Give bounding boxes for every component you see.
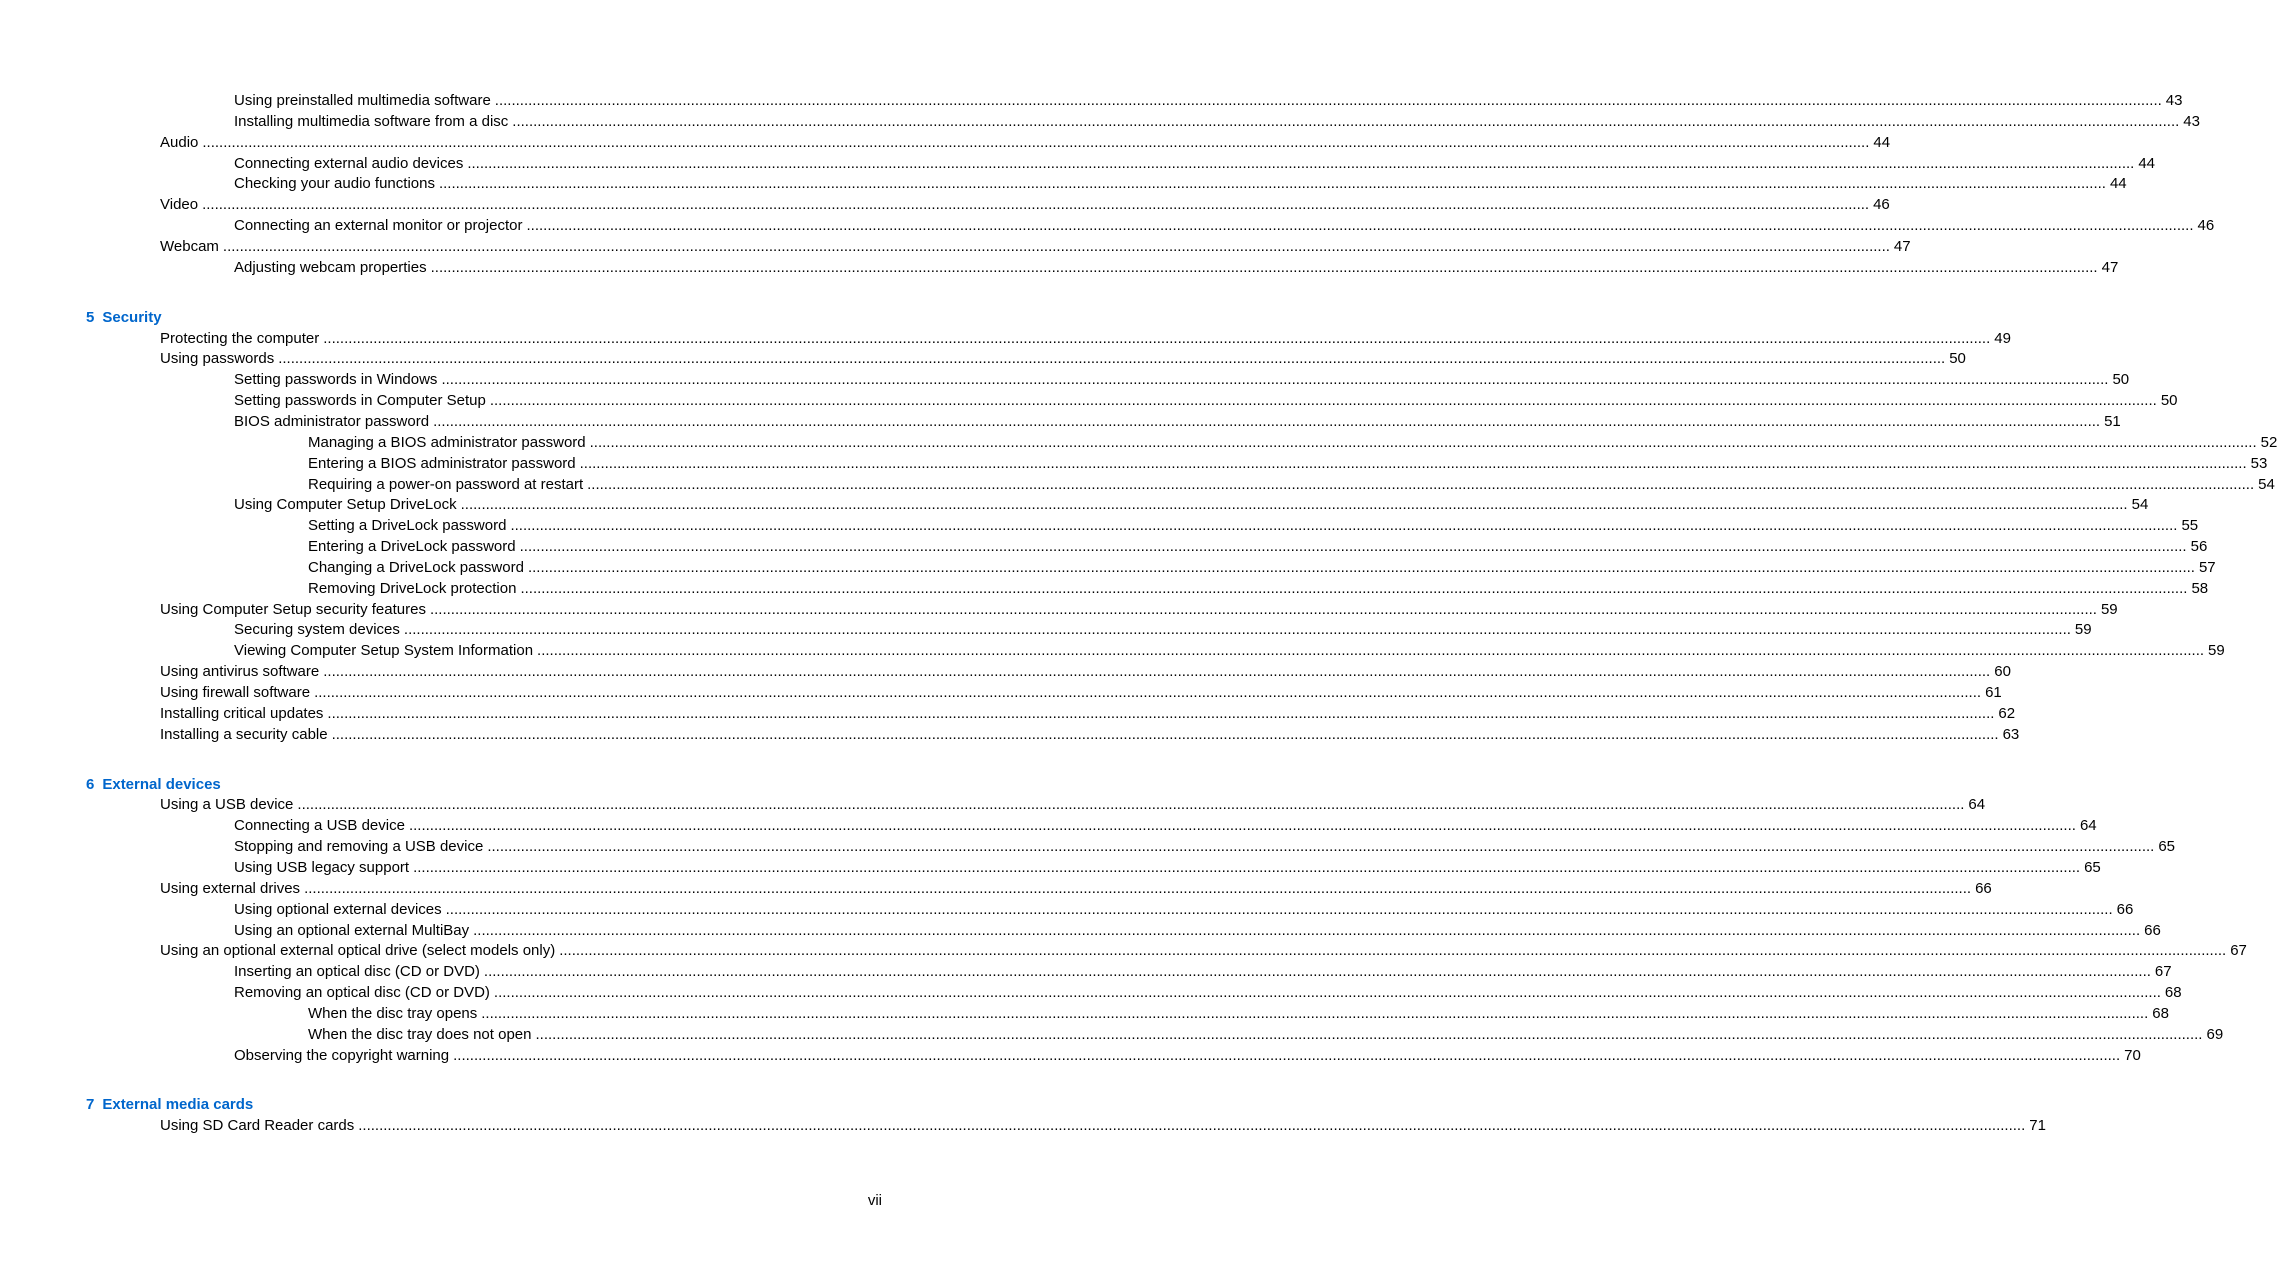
toc-entry[interactable]	[234, 639, 2225, 660]
toc-entry[interactable]	[308, 1002, 2169, 1023]
dot-leader: ................................................................................................................................................................................................................................................................................................................................................................................................................	[537, 642, 2205, 660]
dot-leader: ................................................................................................................................................................................................................................................................................................................................................................................................................	[430, 258, 2098, 276]
toc-entry-page: 57	[2198, 558, 2216, 576]
toc-entry-title: Managing a BIOS administrator password	[308, 433, 586, 451]
toc-entry-title: Setting passwords in Computer Setup	[234, 392, 486, 410]
toc-entry-title: Protecting the computer	[160, 329, 320, 347]
toc-entry-page: 54	[2131, 496, 2149, 514]
toc-entry-page: 54	[2258, 475, 2275, 493]
toc-entry-page: 56	[2190, 538, 2208, 555]
toc-entry[interactable]	[308, 556, 2216, 577]
toc-entry-page: 67	[2230, 942, 2247, 960]
dot-leader: ................................................................................................................................................................................................................................................................................................................................................................................................................	[323, 329, 1991, 347]
toc-entry-page: 46	[2197, 217, 2215, 235]
toc-entry[interactable]	[308, 514, 2199, 535]
dot-leader: ................................................................................................................................................................................................................................................................................................................................................................................................................	[441, 371, 2109, 389]
toc-entry-page: 69	[2206, 1025, 2224, 1043]
toc-entry-page: 43	[2183, 112, 2200, 130]
toc-entry-page: 58	[2191, 579, 2209, 597]
dot-leader: ................................................................................................................................................................................................................................................................................................................................................................................................................	[323, 663, 1991, 681]
toc-entry-page: 46	[1873, 196, 1890, 214]
dot-leader: ................................................................................................................................................................................................................................................................................................................................................................................................................	[460, 496, 2128, 514]
dot-leader: ................................................................................................................................................................................................................................................................................................................................................................................................................	[304, 879, 1972, 897]
toc-entry[interactable]	[160, 660, 2011, 681]
dot-leader: ................................................................................................................................................................................................................................................................................................................................................................................................................	[297, 796, 1965, 814]
toc-entry-page: 44	[1873, 133, 1891, 151]
toc-entry[interactable]	[160, 235, 1911, 256]
chapter-number: 6	[86, 775, 95, 793]
toc-entry-title: When the disc tray does not open	[308, 1025, 532, 1043]
toc-entry-page: 67	[2154, 963, 2172, 981]
toc-entry[interactable]	[234, 1044, 2141, 1065]
toc-entry-page: 63	[2002, 725, 2020, 743]
dot-leader: ................................................................................................................................................................................................................................................................................................................................................................................................................	[579, 454, 2247, 472]
toc-entry[interactable]	[234, 389, 2178, 410]
dot-leader: ................................................................................................................................................................................................................................................................................................................................................................................................................	[467, 154, 2135, 172]
toc-entry-title: Setting passwords in Windows	[234, 371, 438, 389]
toc-entry-page: 61	[1985, 684, 2002, 701]
toc-entry-title: Installing multimedia software from a disc	[234, 112, 509, 130]
dot-leader: ................................................................................................................................................................................................................................................................................................................................................................................................................	[473, 921, 2141, 939]
dot-leader: ................................................................................................................................................................................................................................................................................................................................................................................................................	[453, 1046, 2121, 1064]
toc-entry-page: 70	[2124, 1046, 2141, 1064]
toc-entry-title: Using a USB device	[160, 796, 294, 814]
chapter-title: Security	[102, 308, 162, 326]
dot-leader: ................................................................................................................................................................................................................................................................................................................................................................................................................	[519, 538, 2187, 555]
toc-entry[interactable]	[308, 431, 2277, 452]
toc-entry[interactable]	[160, 681, 2002, 702]
toc-entry-title: Using an optional external MultiBay	[234, 921, 470, 939]
toc-entry-title: Using SD Card Reader cards	[160, 1117, 355, 1135]
toc-entry-page: 66	[2116, 900, 2134, 918]
toc-entry-page: 50	[2160, 392, 2178, 410]
toc-entry-page: 44	[2138, 154, 2156, 172]
dot-leader: ................................................................................................................................................................................................................................................................................................................................................................................................................	[481, 1004, 2149, 1022]
toc-entry[interactable]	[308, 452, 2268, 473]
toc-entry-title: Using USB legacy support	[234, 858, 410, 876]
toc-entry-title: Stopping and removing a USB device	[234, 838, 484, 856]
toc-entry-title: Removing an optical disc (CD or DVD)	[234, 984, 490, 1001]
toc-entry-page: 59	[2100, 600, 2118, 618]
toc-entry[interactable]	[234, 172, 2127, 193]
dot-leader: ................................................................................................................................................................................................................................................................................................................................................................................................................	[403, 621, 2071, 639]
chapter-title: External media cards	[102, 1096, 254, 1114]
toc-entry-title: Using an optional external optical drive (select models only)	[160, 942, 556, 960]
toc-entry-title: Setting a DriveLock password	[308, 517, 507, 535]
toc-entry-page: 44	[2109, 175, 2127, 193]
toc-entry-page: 65	[2084, 858, 2101, 876]
toc-entry[interactable]	[308, 1023, 2224, 1044]
dot-leader: ................................................................................................................................................................................................................................................................................................................................................................................................................	[535, 1025, 2203, 1043]
toc-entry-title: Using Computer Setup DriveLock	[234, 496, 457, 514]
toc-entry[interactable]	[160, 723, 2020, 744]
toc-entry-title: Using passwords	[160, 350, 275, 368]
toc-entry-title: Checking your audio functions	[234, 175, 435, 193]
toc-entry-page: 53	[2250, 454, 2268, 472]
dot-leader: ................................................................................................................................................................................................................................................................................................................................................................................................................	[493, 984, 2161, 1001]
toc-entry[interactable]	[160, 1114, 2046, 1135]
toc-entry-title: Securing system devices	[234, 621, 400, 639]
toc-entry-title: Inserting an optical disc (CD or DVD)	[234, 963, 480, 981]
toc-entry-title: Changing a DriveLock password	[308, 558, 524, 576]
dot-leader: ................................................................................................................................................................................................................................................................................................................................................................................................................	[489, 392, 2157, 410]
toc-entry[interactable]	[160, 327, 2011, 348]
toc-entry-title: When the disc tray opens	[308, 1004, 478, 1022]
chapter-title: External devices	[102, 775, 221, 793]
toc-entry-title: Viewing Computer Setup System Information	[234, 642, 534, 660]
toc-entry-title: Requiring a power-on password at restart	[308, 475, 584, 493]
toc-entry-page: 60	[1994, 663, 2011, 681]
toc-entry-page: 49	[1994, 329, 2011, 347]
toc-entry[interactable]	[160, 131, 1891, 152]
toc-entry-page: 59	[2208, 642, 2225, 660]
dot-leader: ................................................................................................................................................................................................................................................................................................................................................................................................................	[520, 579, 2188, 597]
toc-entry-title: Using Computer Setup security features	[160, 600, 426, 618]
dot-leader: ................................................................................................................................................................................................................................................................................................................................................................................................................	[314, 684, 1982, 701]
toc-entry-title: Adjusting webcam properties	[234, 258, 427, 276]
toc-entry-title: BIOS administrator password	[234, 412, 430, 430]
dot-leader: ................................................................................................................................................................................................................................................................................................................................................................................................................	[483, 963, 2151, 981]
toc-entry-title: Using firewall software	[160, 684, 311, 701]
chapter-heading[interactable]	[86, 306, 162, 327]
page-number: vii	[867, 1192, 882, 1209]
toc-entry-page: 47	[2101, 258, 2119, 276]
toc-entry[interactable]	[234, 89, 2183, 110]
toc-entry[interactable]	[234, 152, 2156, 173]
dot-leader: ................................................................................................................................................................................................................................................................................................................................................................................................................	[438, 175, 2106, 193]
dot-leader: ................................................................................................................................................................................................................................................................................................................................................................................................................	[512, 112, 2180, 130]
toc-entry-title: Webcam	[160, 237, 219, 255]
dot-leader: ................................................................................................................................................................................................................................................................................................................................................................................................................	[494, 92, 2162, 109]
toc-entry-title: Using antivirus software	[160, 663, 320, 681]
dot-leader: ................................................................................................................................................................................................................................................................................................................................................................................................................	[487, 838, 2155, 856]
dot-leader: ................................................................................................................................................................................................................................................................................................................................................................................................................	[202, 133, 1870, 151]
toc-entry[interactable]	[234, 110, 2200, 131]
toc-entry[interactable]	[234, 898, 2134, 919]
toc-entry[interactable]	[160, 793, 1986, 814]
toc-entry-title: Entering a BIOS administrator password	[308, 454, 576, 472]
dot-leader: ................................................................................................................................................................................................................................................................................................................................................................................................................	[429, 600, 2097, 618]
toc-entry-title: Audio	[160, 133, 199, 151]
toc-entry-title: Using external drives	[160, 879, 301, 897]
toc-entry[interactable]	[234, 214, 2215, 235]
dot-leader: ................................................................................................................................................................................................................................................................................................................................................................................................................	[413, 858, 2081, 876]
toc-entry-page: 68	[2152, 1004, 2169, 1022]
dot-leader: ................................................................................................................................................................................................................................................................................................................................................................................................................	[278, 350, 1946, 368]
toc-entry[interactable]	[234, 493, 2149, 514]
toc-entry-page: 66	[1975, 879, 1992, 897]
toc-entry[interactable]	[308, 577, 2209, 598]
dot-leader: ................................................................................................................................................................................................................................................................................................................................................................................................................	[526, 217, 2194, 235]
toc-entry[interactable]	[234, 256, 2119, 277]
toc-entry-page: 66	[2144, 921, 2161, 939]
chapter-number: 5	[86, 308, 95, 326]
dot-leader: ................................................................................................................................................................................................................................................................................................................................................................................................................	[527, 558, 2195, 576]
toc-entry[interactable]	[160, 347, 1966, 368]
toc-entry[interactable]	[160, 877, 1992, 898]
toc-entry-title: Installing critical updates	[160, 704, 324, 722]
toc-entry[interactable]	[160, 939, 2247, 960]
toc-entry[interactable]	[160, 702, 2016, 723]
toc-entry-page: 47	[1893, 237, 1911, 255]
dot-leader: ................................................................................................................................................................................................................................................................................................................................................................................................................	[358, 1117, 2026, 1135]
toc-entry-title: Observing the copyright warning	[234, 1046, 450, 1064]
dot-leader: ................................................................................................................................................................................................................................................................................................................................................................................................................	[433, 412, 2101, 430]
toc-entry[interactable]	[234, 368, 2130, 389]
toc-entry-page: 51	[2104, 412, 2121, 430]
toc-entry[interactable]	[234, 618, 2092, 639]
toc-entry-page: 52	[2260, 433, 2277, 451]
toc-entry[interactable]	[160, 193, 1890, 214]
chapter-heading[interactable]	[86, 1093, 253, 1114]
dot-leader: ................................................................................................................................................................................................................................................................................................................................................................................................................	[331, 725, 1999, 743]
chapter-number: 7	[86, 1096, 95, 1114]
toc-entry-page: 68	[2164, 984, 2182, 1001]
toc-entry-page: 64	[2079, 817, 2097, 835]
toc-entry-page: 71	[2029, 1117, 2046, 1135]
toc-entry-title: Installing a security cable	[160, 725, 328, 743]
toc-entry-page: 59	[2074, 621, 2092, 639]
toc-entry[interactable]	[308, 535, 2208, 556]
toc-entry[interactable]	[234, 960, 2172, 981]
dot-leader: ................................................................................................................................................................................................................................................................................................................................................................................................................	[510, 517, 2178, 535]
toc-entry-page: 62	[1998, 704, 2016, 722]
toc-entry[interactable]	[160, 598, 2118, 619]
toc-entry[interactable]	[308, 473, 2275, 494]
toc-entry-title: Removing DriveLock protection	[308, 579, 517, 597]
toc-entry-page: 65	[2158, 838, 2176, 856]
toc-entry-title: Using optional external devices	[234, 900, 442, 918]
dot-leader: ................................................................................................................................................................................................................................................................................................................................................................................................................	[408, 817, 2076, 835]
toc-entry-title: Using preinstalled multimedia software	[234, 92, 491, 109]
toc-entry[interactable]	[234, 981, 2182, 1002]
dot-leader: ................................................................................................................................................................................................................................................................................................................................................................................................................	[445, 900, 2113, 918]
dot-leader: ................................................................................................................................................................................................................................................................................................................................................................................................................	[589, 433, 2257, 451]
toc-entry[interactable]	[234, 919, 2161, 940]
dot-leader: ................................................................................................................................................................................................................................................................................................................................................................................................................	[559, 942, 2227, 960]
toc-entry[interactable]	[234, 835, 2176, 856]
dot-leader: ................................................................................................................................................................................................................................................................................................................................................................................................................	[202, 196, 1870, 214]
toc-entry-title: Connecting external audio devices	[234, 154, 464, 172]
toc-entry[interactable]	[234, 856, 2101, 877]
toc-entry-title: Connecting a USB device	[234, 817, 405, 835]
toc-entry[interactable]	[234, 814, 2097, 835]
toc-entry-title: Connecting an external monitor or projector	[234, 217, 523, 235]
dot-leader: ................................................................................................................................................................................................................................................................................................................................................................................................................	[587, 475, 2255, 493]
toc-entry-page: 55	[2181, 517, 2199, 535]
toc-entry-title: Entering a DriveLock password	[308, 538, 516, 555]
chapter-heading[interactable]	[86, 773, 221, 794]
toc-entry-page: 50	[2112, 371, 2130, 389]
dot-leader: ................................................................................................................................................................................................................................................................................................................................................................................................................	[327, 704, 1995, 722]
toc-entry-title: Video	[160, 196, 199, 214]
toc-entry-page: 64	[1968, 796, 1986, 814]
toc-entry-page: 43	[2165, 92, 2183, 109]
toc-entry[interactable]	[234, 410, 2121, 431]
toc-entry-page: 50	[1949, 350, 1966, 368]
dot-leader: ................................................................................................................................................................................................................................................................................................................................................................................................................	[222, 237, 1890, 255]
